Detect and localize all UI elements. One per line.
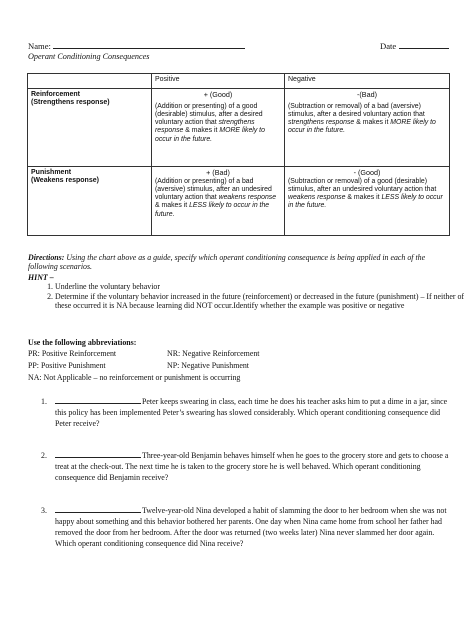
- question-number: 2.: [41, 451, 47, 460]
- name-blank-line[interactable]: [53, 40, 245, 49]
- abbreviations-heading: Use the following abbreviations:: [28, 338, 137, 347]
- cell-positive-punishment: [152, 167, 285, 236]
- col-header-positive: Positive: [152, 74, 285, 89]
- directions-label: Directions:: [28, 253, 65, 262]
- hint-item: 2. Determine if the voluntary behavior increased in the future (reinforcement) or decreased in the future (punishment) – If neither of these occurred it is NA because learning did NOT occur.Identify whether the example was positive or negative: [55, 292, 474, 311]
- punishment-sublabel: (Weakens response): [31, 177, 99, 185]
- cell-positive-reinforcement: [152, 89, 285, 167]
- abbr-pr: PR: Positive Reinforcement: [28, 349, 117, 358]
- answer-blank[interactable]: [55, 505, 141, 513]
- abbr-np: NP: Negative Punishment: [167, 361, 249, 370]
- reinforcement-label: Reinforcement: [31, 91, 81, 98]
- answer-blank[interactable]: [55, 450, 141, 458]
- pp-definition: (Addition or presenting) of a bad (aversive) stimulus, after an undesired voluntary action that weakens response & makes it LESS likely to occur in the future.: [155, 177, 277, 218]
- np-sign: - (Good): [353, 168, 381, 177]
- punishment-label: Punishment: [31, 169, 72, 176]
- page-subtitle: Operant Conditioning Consequences: [28, 52, 150, 61]
- hint-heading: HINT –: [28, 273, 54, 282]
- nr-definition: (Subtraction or removal) of a bad (aversive) stimulus, after a desired voluntary action that strengthens response & makes it MORE likely to occur in the future.: [288, 102, 436, 135]
- question-number: 3.: [41, 506, 47, 515]
- consequences-table: [27, 73, 450, 236]
- question-text: Twelve-year-old Nina developed a habit of slamming the door to her bedroom when she was not happy about something and this behavior bothered her parents. One day when Nina came home from school her father had removed the door from her bedroom. After the door was returned (two weeks later) Nina never slammed her door again. Which operant conditioning consequence did Nina receive?: [55, 506, 447, 548]
- question-1: [55, 396, 450, 430]
- name-label: Name:: [28, 41, 51, 51]
- cell-negative-reinforcement: [285, 89, 450, 167]
- question-text: Peter keeps swearing in class, each time he does his teacher asks him to put a dime in a jar, since this policy has been implemented Peter’s swearing has slowed considerably. Which operant conditioning consequence did Peter receive?: [55, 397, 448, 428]
- directions-paragraph: [28, 253, 448, 272]
- table-row-punishment: [28, 167, 450, 236]
- table-row-reinforcement: [28, 89, 450, 167]
- pr-definition: (Addition or presenting) of a good (desirable) stimulus, after a desired voluntary action that strengthens response & makes it MORE likely to occur in the future.: [155, 102, 265, 143]
- table-header-row: [28, 74, 450, 89]
- table-corner-cell: [28, 74, 152, 89]
- question-3: [55, 505, 450, 550]
- date-blank-line[interactable]: [399, 40, 449, 49]
- question-2: [55, 450, 450, 484]
- abbr-na: NA: Not Applicable – no reinforcement or punishment is occurring: [28, 373, 241, 382]
- abbr-nr: NR: Negative Reinforcement: [167, 349, 260, 358]
- hint-list: [28, 282, 474, 311]
- nr-sign: -(Bad): [357, 90, 377, 99]
- directions-text: Using the chart above as a guide, specify which operant conditioning consequence is being applied in each of the following scenarios.: [28, 253, 426, 272]
- row-header-reinforcement: [28, 89, 152, 167]
- date-label: Date: [380, 41, 397, 51]
- pp-sign: + (Bad): [206, 168, 230, 177]
- question-text: Three-year-old Benjamin behaves himself when he goes to the grocery store and gets to choose a treat at the check-out. The next time he is taken to the grocery store he is well behaved. Which operant conditioning consequence did Benjamin receive?: [55, 451, 449, 482]
- abbr-pp: PP: Positive Punishment: [28, 361, 106, 370]
- date-field[interactable]: [380, 40, 449, 51]
- cell-negative-punishment: [285, 167, 450, 236]
- name-field[interactable]: [28, 40, 245, 51]
- row-header-punishment: [28, 167, 152, 236]
- col-header-negative: Negative: [285, 74, 450, 89]
- answer-blank[interactable]: [55, 396, 141, 404]
- question-number: 1.: [41, 397, 47, 406]
- pr-sign: + (Good): [203, 90, 233, 99]
- np-definition: (Subtraction or removal) of a good (desirable) stimulus, after an undesired voluntary action that weakens response & makes it LESS likely to occur in the future.: [288, 177, 443, 210]
- hint-item: 1. Underline the voluntary behavior: [55, 282, 474, 292]
- reinforcement-sublabel: (Strengthens response): [31, 99, 110, 107]
